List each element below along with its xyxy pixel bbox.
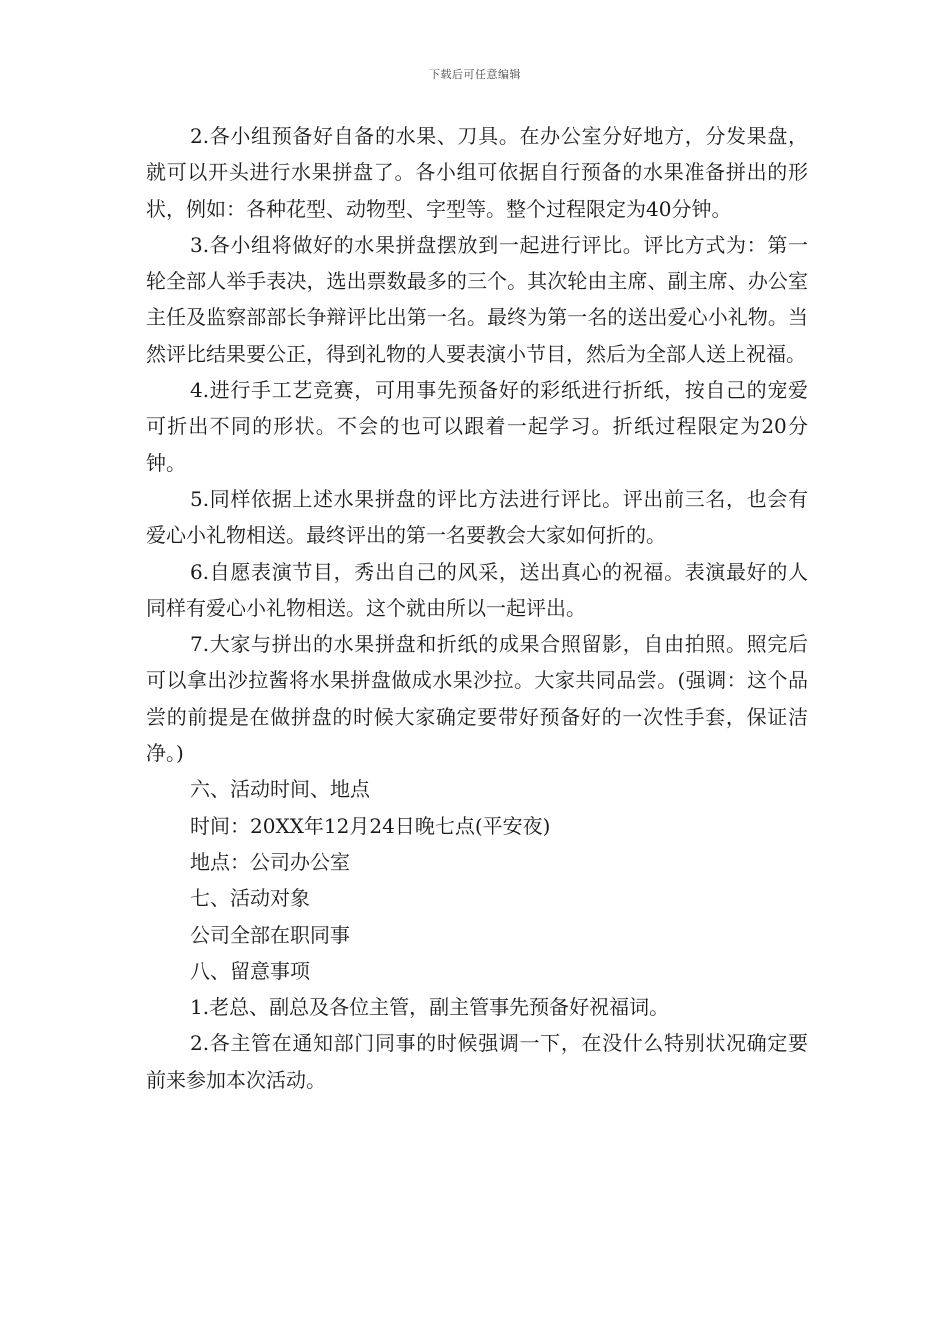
paragraph-item-7: 7.大家与拼出的水果拼盘和折纸的成果合照留影，自由拍照。照完后可以拿出沙拉酱将水果拼盘做成水果沙拉。大家共同品尝。(强调：这个品尝的前提是在做拼盘的时候大家确定要带好预备好的一次性手套，保证洁净。)	[146, 632, 808, 766]
event-time: 时间：20XX年12月24日晚七点(平安夜)	[190, 813, 551, 838]
section-heading-notes: 八、留意事项	[190, 958, 310, 983]
paragraph-item-3: 3.各小组将做好的水果拼盘摆放到一起进行评比。评比方式为：第一轮全部人举手表决，选出票数最多的三个。其次轮由主席、副主席、办公室主任及监察部部长争辩评比出第一名。最终为第一名的送出爱心小礼物。当然评比结果要公正，得到礼物的人要表演小节目，然后为全部人送上祝福。	[146, 232, 808, 366]
paragraph-item-6: 6.自愿表演节目，秀出自己的风采，送出真心的祝福。表演最好的人同样有爱心小礼物相送。这个就由所以一起评出。	[146, 559, 808, 620]
note-item-2: 2.各主管在通知部门同事的时候强调一下，在没什么特别状况确定要前来参加本次活动。	[146, 1031, 808, 1092]
paragraph-item-5: 5.同样依据上述水果拼盘的评比方法进行评比。评出前三名，也会有爱心小礼物相送。最终评出的第一名要教会大家如何折的。	[146, 486, 808, 548]
page-header: 下载后可任意编辑	[429, 68, 521, 81]
paragraph-item-4: 4.进行手工艺竞赛，可用事先预备好的彩纸进行折纸，按自己的宠爱可折出不同的形状。不会的也可以跟着一起学习。折纸过程限定为20分钟。	[146, 378, 808, 475]
document-body	[146, 118, 808, 1098]
section-heading-audience: 七、活动对象	[190, 886, 310, 911]
section-heading-time-place: 六、活动时间、地点	[190, 777, 370, 802]
event-place: 地点：公司办公室	[190, 849, 350, 874]
event-audience: 公司全部在职同事	[190, 922, 350, 947]
note-item-1: 1.老总、副总及各位主管，副主管事先预备好祝福词。	[190, 995, 670, 1020]
paragraph-item-2: 2.各小组预备好自备的水果、刀具。在办公室分好地方，分发果盘，就可以开头进行水果拼盘了。各小组可依据自行预备的水果准备拼出的形状，例如：各种花型、动物型、字型等。整个过程限定为40分钟。	[146, 124, 808, 221]
